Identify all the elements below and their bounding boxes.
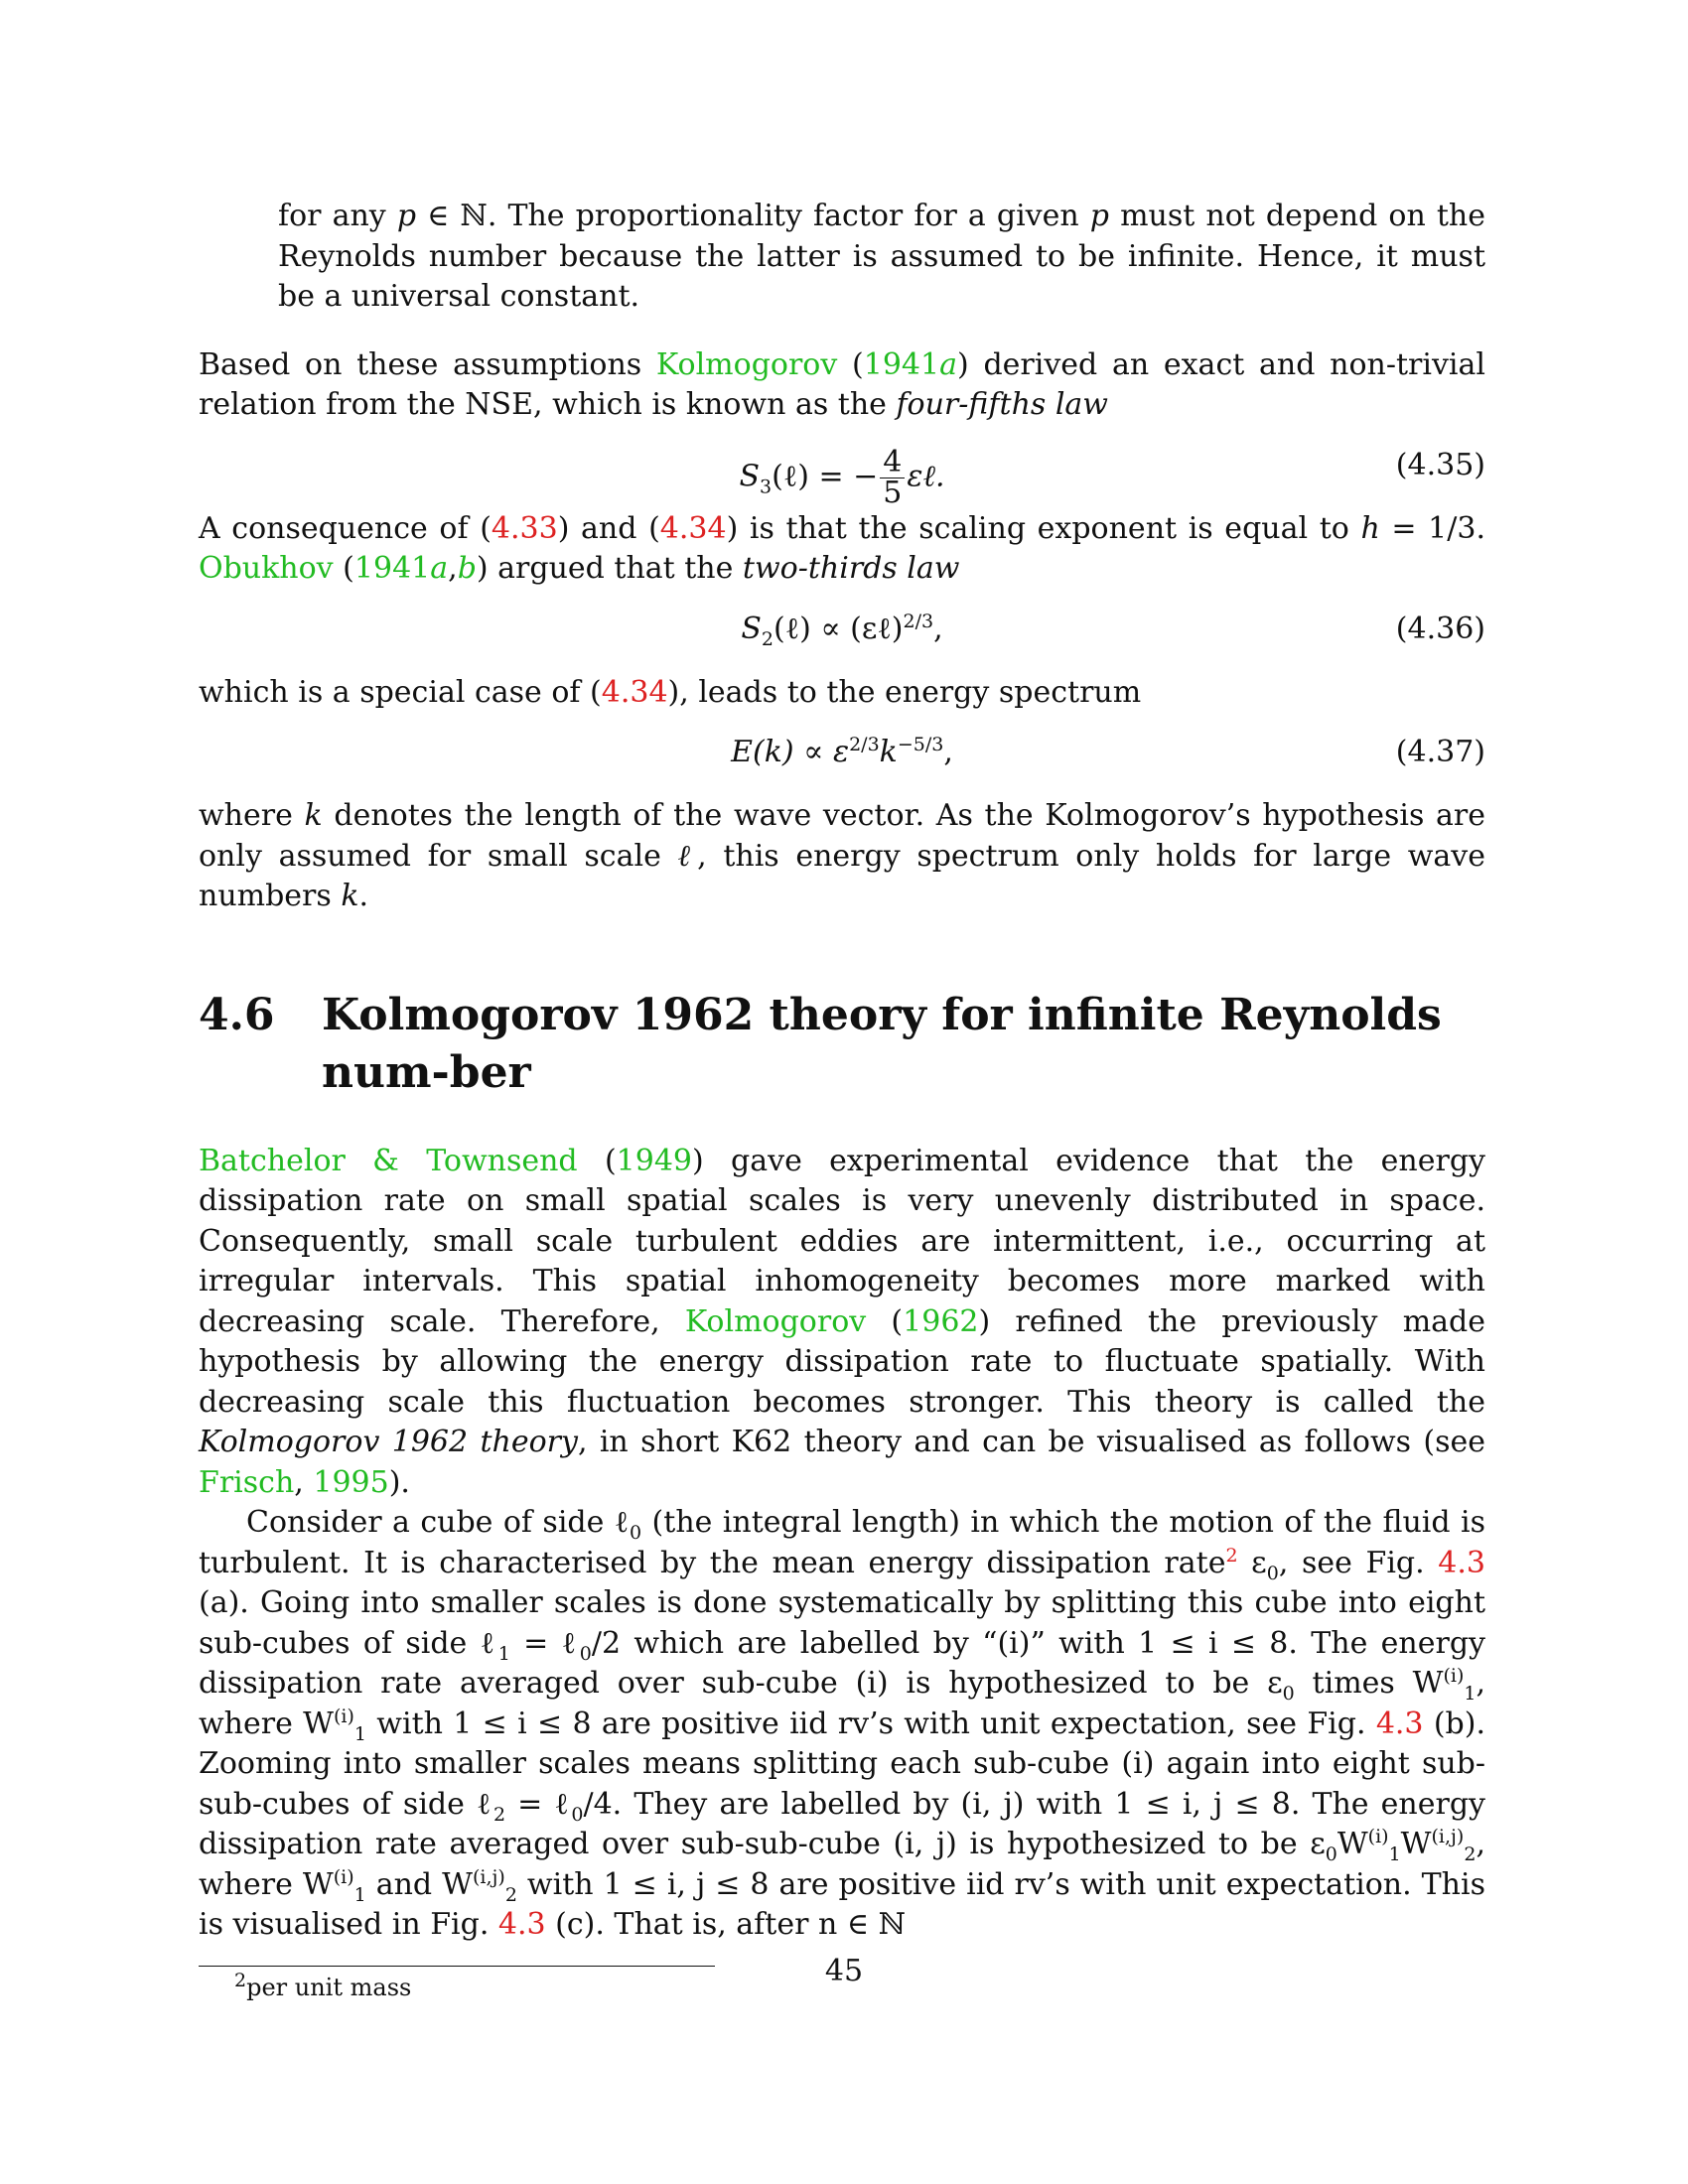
paragraph-consequence: A consequence of (4.33) and (4.34) is that the scaling exponent is equal to h = 1/3. Obukhov (1941a,b) argued that the two-thirds law [199,510,1485,586]
equation-number: (4.35) [1395,447,1485,482]
text: for any [278,199,397,233]
text: must not depend on the Reynolds number because the latter is assumed to be infinite. Hence, it must be a universal constant. [278,199,1485,314]
text: ∈ ℕ. The proportionality factor for a given [416,199,1090,233]
math-var: p [1089,199,1109,233]
footnote-mark[interactable]: 2 [1225,1544,1238,1567]
law-name: four-fifths law [896,387,1108,422]
citation-year[interactable]: 1941a [863,346,957,382]
citation-kolmogorov-1941[interactable]: Kolmogorov [655,346,838,382]
citation-kolmogorov-1962[interactable]: Kolmogorov [684,1303,867,1339]
paragraph-four-fifths: Based on these assumptions Kolmogorov (1941a) derived an exact and non-trivial relation from the NSE, which is known as the four-fifths law [199,346,1486,422]
paragraph-batchelor: Batchelor & Townsend (1949) gave experimental evidence that the energy dissipation rate on small spatial scales is very unevenly distributed in space. Consequently, small scale turbulent eddies are intermittent, i.e., occurring at irregular intervals. This spatial inhomogeneity becomes more marked with decreasing scale. Therefore, Kolmogorov (1962) refined the previously made hypothesis by allowing the energy dissipation rate to fluctuate spatially. With decreasing scale this fluctuation becomes stronger. This theory is called the Kolmogorov 1962 theory, in short K62 theory and can be visualised as follows (see Frisch, 1995). [199,1143,1485,1500]
footnote-text: per unit mass [246,1973,412,2001]
page-content [199,197,1485,2004]
citation-year[interactable]: 1962 [903,1303,979,1339]
eq-ref-4-34[interactable]: 4.34 [601,674,668,710]
eq-ref-4-33[interactable]: 4.33 [491,510,558,546]
section-number: 4.6 [199,989,275,1040]
equation-number: (4.37) [1395,735,1485,769]
page-number: 45 [824,1954,864,1988]
fig-ref-4-3[interactable]: 4.3 [1438,1545,1485,1580]
math-var: p [396,199,417,233]
citation-year[interactable]: 1941a [353,551,449,586]
equation-4-35: $S_3(\ell)$ = − $\frac{4}{5}$ εℓ. (4.35) [739,444,1485,510]
equation-4-36: $S_2(\ell)$ ∝ (εℓ)$^{2/3}$, (4.36) [741,610,1485,650]
citation-frisch[interactable]: Frisch [199,1464,295,1500]
paragraph-special-case: which is a special case of (4.34), leads to the energy spectrum [199,674,1142,710]
text: Based on these assumptions [199,346,656,382]
citation-year[interactable]: 1949 [616,1143,693,1178]
paragraph-wave-vector: where k denotes the length of the wave vector. As the Kolmogorov’s hypothesis are only assumed for small scale ℓ, this energy spectrum only holds for large wave numbers k. [199,798,1486,913]
fig-ref-4-3[interactable]: 4.3 [1375,1706,1424,1741]
text: derived an exact and non-trivial relation from the NSE, which is known as the [199,346,1486,422]
paragraph-consider-cube: Consider a cube of side ℓ$_0$ (the integral length) in which the motion of the fluid is turbulent. It is characterised by the mean energy dissipation rate$^2$ $\varepsilon_0$, see Fig. 4.3 (a). Going into smaller scales is done systematically by splitting this cube into eight sub-cubes of side ℓ$_1$ = ℓ$_0$/2 which are labelled by “(i)” with 1 ≤ i ≤ 8. The energy dissipation rate averaged over sub-cube (i) is hypothesized to be $\varepsilon_0$ times $W^{(i)}_1$, where $W^{(i)}_1$ with 1 ≤ i ≤ 8 are positive iid rv’s with unit expectation, see Fig. 4.3 (b). Zooming into smaller scales means splitting each sub-cube (i) again into eight sub-sub-cubes of side ℓ$_2$ = ℓ$_0$/4. They are labelled by (i, j) with 1 ≤ i, j ≤ 8. The energy dissipation rate averaged over sub-sub-cube (i, j) is hypothesized to be $\varepsilon_0W^{(i)}_1W^{(i,j)}_2$, where $W^{(i)}_1$ and W$^{(i,j)}_2$ with 1 ≤ i, j ≤ 8 are positive iid rv’s with unit expectation. This is visualised in Fig. 4.3 (c). That is, after n ∈ ℕ [199,1505,1485,1942]
citation-batchelor-townsend[interactable]: Batchelor & Townsend [199,1143,578,1178]
fraction: $\frac{4}{5}$ [880,448,905,508]
citation-year-b[interactable]: b [457,551,477,586]
paragraph-universal-constant [199,197,1485,318]
equation-number: (4.36) [1395,611,1485,646]
fig-ref-4-3[interactable]: 4.3 [497,1907,546,1942]
footnote-number: 2 [234,1969,247,1991]
eq-ref-4-34[interactable]: 4.34 [659,510,727,546]
citation-year[interactable]: 1995 [313,1464,389,1500]
section-title: Kolmogorov 1962 theory for infinite Reynolds num-ber [322,989,1442,1098]
theory-name: Kolmogorov 1962 theory [199,1425,578,1459]
section-heading [199,987,1485,1102]
equation-4-37: $E(k) \propto \varepsilon^{2/3}k^{-5/3}$, (4.37) [731,734,1485,769]
citation-obukhov[interactable]: Obukhov [199,551,334,586]
law-name: two-thirds law [742,551,960,586]
